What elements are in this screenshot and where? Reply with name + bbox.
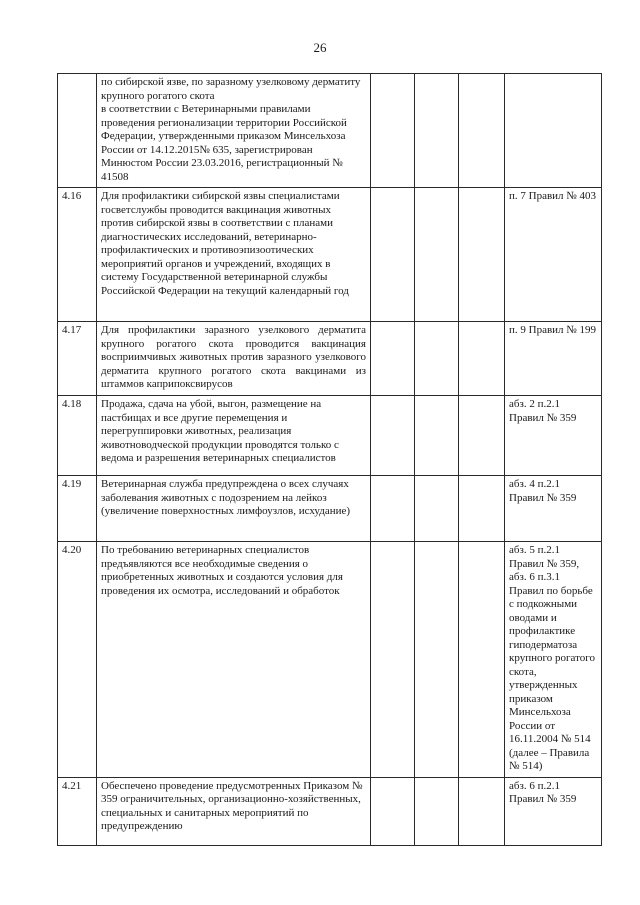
answer-na-cell [459, 777, 505, 845]
answer-na-cell [459, 542, 505, 778]
answer-no-cell [415, 322, 459, 396]
row-number: 4.18 [58, 396, 97, 476]
requirement-text: Ветеринарная служба предупреждена о всех случаях заболевания животных с подозрением на лейкоз (увеличение поверхностных лимфоузлов, исхудание) [97, 476, 371, 542]
answer-yes-cell [371, 542, 415, 778]
answer-na-cell [459, 396, 505, 476]
answer-na-cell [459, 322, 505, 396]
table-row [58, 188, 602, 322]
legal-reference: абз. 5 п.2.1 Правил № 359, абз. 6 п.3.1 Правил по борьбе с подкожными оводами и профилактике гиподерматоза крупного рогатого скота, утвержденных приказом Минсельхоза России от 16.11.2004 № 514 (далее – Правила № 514) [505, 542, 602, 778]
answer-yes-cell [371, 188, 415, 322]
legal-reference: п. 7 Правил № 403 [505, 188, 602, 322]
answer-yes-cell [371, 476, 415, 542]
answer-na-cell [459, 476, 505, 542]
table-row [58, 322, 602, 396]
answer-no-cell [415, 188, 459, 322]
legal-reference: абз. 6 п.2.1 Правил № 359 [505, 777, 602, 845]
row-number: 4.21 [58, 777, 97, 845]
requirement-text: Обеспечено проведение предусмотренных Приказом № 359 ограничительных, организационно-хозяйственных, специальных и санитарных мероприятий по предупреждению [97, 777, 371, 845]
answer-yes-cell [371, 396, 415, 476]
answer-yes-cell [371, 777, 415, 845]
table-row [58, 396, 602, 476]
requirement-text: по сибирской язве, по заразному узелковому дерматиту крупного рогатого скота в соответствии с Ветеринарными правилами проведения регионализации территории Российской Федерации, утвержденными приказом Минсельхоза России от 14.12.2015№ 635, зарегистрирован Минюстом России 23.03.2016, регистрационный № 41508 [97, 74, 371, 188]
requirement-text: Продажа, сдача на убой, выгон, размещение на пастбищах и все другие перемещения и перегруппировки животных, реализация животноводческой продукции проводятся только с ведома и разрешения ветеринарных специалистов [97, 396, 371, 476]
row-number: 4.19 [58, 476, 97, 542]
legal-reference [505, 74, 602, 188]
row-number: 4.16 [58, 188, 97, 322]
answer-na-cell [459, 188, 505, 322]
requirement-text: Для профилактики заразного узелкового дерматита крупного рогатого скота проводится вакцинация восприимчивых животных против заразного узелкового дерматита крупного рогатого скота вакцинами из штаммов каприпоксвирусов [97, 322, 371, 396]
answer-no-cell [415, 396, 459, 476]
answer-yes-cell [371, 74, 415, 188]
legal-reference: абз. 4 п.2.1 Правил № 359 [505, 476, 602, 542]
table-row [58, 777, 602, 845]
table-row [58, 74, 602, 188]
page-number: 26 [313, 40, 327, 55]
answer-no-cell [415, 476, 459, 542]
requirement-text: По требованию ветеринарных специалистов предъявляются все необходимые сведения о приобретенных животных и создаются условия для проведения их осмотра, исследований и обработок [97, 542, 371, 778]
answer-no-cell [415, 74, 459, 188]
answer-yes-cell [371, 322, 415, 396]
answer-na-cell [459, 74, 505, 188]
legal-reference: абз. 2 п.2.1 Правил № 359 [505, 396, 602, 476]
answer-no-cell [415, 777, 459, 845]
legal-reference: п. 9 Правил № 199 [505, 322, 602, 396]
row-number: 4.17 [58, 322, 97, 396]
table-row [58, 542, 602, 778]
row-number [58, 74, 97, 188]
requirement-text: Для профилактики сибирской язвы специалистами госветслужбы проводится вакцинация животных против сибирской язвы в соответствии с планами диагностических исследований, ветеринарно-профилактических и противоэпизоотических мероприятий органов и учреждений, входящих в систему Государственной ветеринарной службы Российской Федерации на текущий календарный год [97, 188, 371, 322]
requirements-table [57, 73, 602, 846]
answer-no-cell [415, 542, 459, 778]
row-number: 4.20 [58, 542, 97, 778]
table-row [58, 476, 602, 542]
